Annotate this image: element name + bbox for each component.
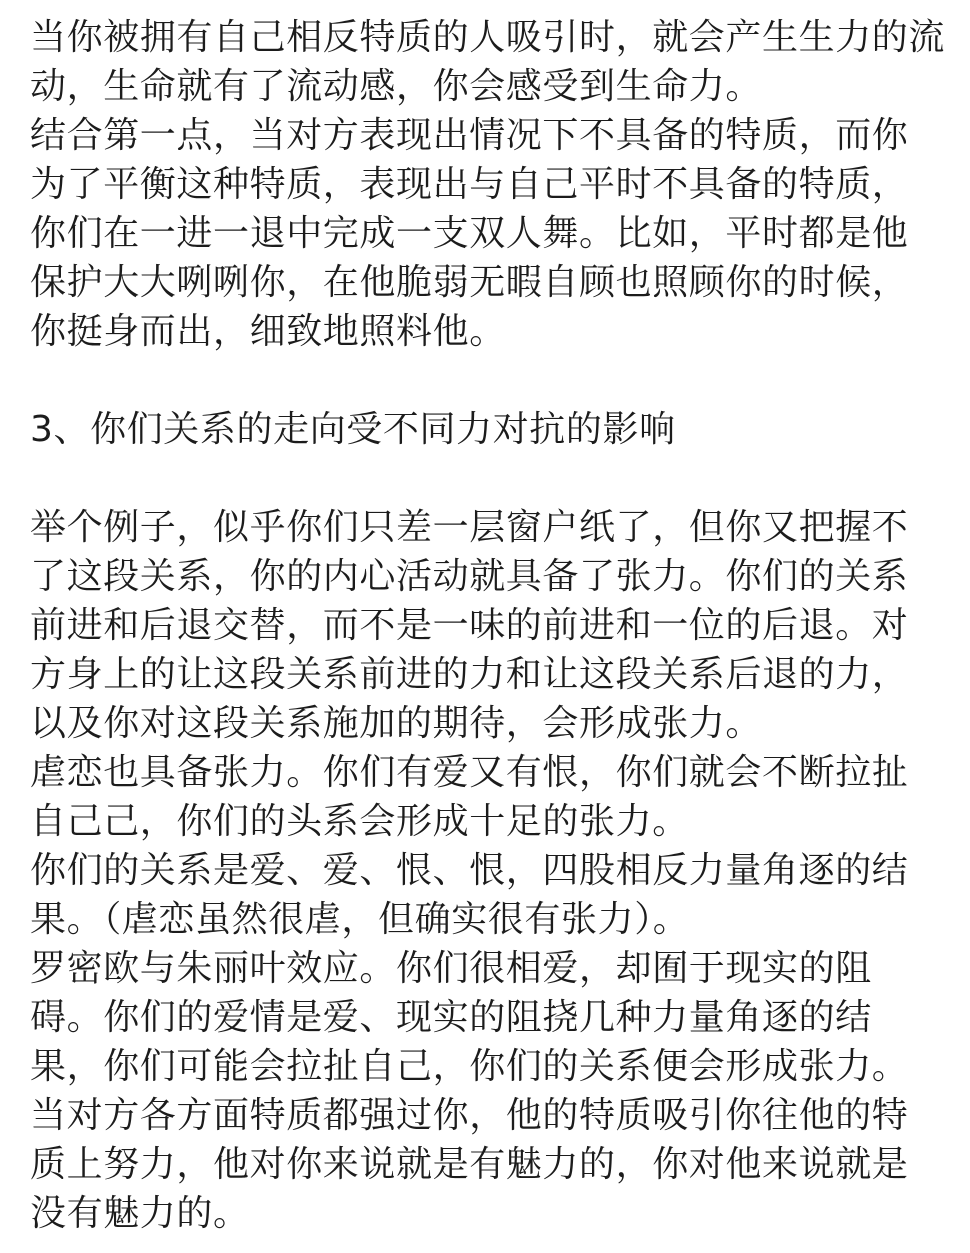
text-line: 虐恋也具备张力。你们有爱又有恨，你们就会不断拉扯 <box>30 752 909 793</box>
text-line: 质上努力，他对你来说就是有魅力的，你对他来说就是 <box>30 1144 909 1185</box>
text-line: 方身上的让这段关系前进的力和让这段关系后退的力， <box>30 654 909 695</box>
text-line: 为了平衡这种特质，表现出与自己平时不具备的特质， <box>30 164 909 205</box>
text-line: 果。（虐恋虽然很虐，但确实很有张力）。 <box>30 899 690 940</box>
text-line: 自己己，你们的头系会形成十足的张力。 <box>30 801 689 842</box>
text-line: 前进和后退交替，而不是一味的前进和一位的后退。对 <box>30 605 909 646</box>
text-line: 当你被拥有自己相反特质的人吸引时，就会产生生力的流 <box>30 17 946 58</box>
text-line: 你们在一进一退中完成一支双人舞。比如，平时都是他 <box>30 213 909 254</box>
paragraph-gap <box>30 356 950 405</box>
text-line: 你们的关系是爱、爱、恨、恨，四股相反力量角逐的结 <box>30 850 909 891</box>
text-line: 你挺身而出，细致地照料他。 <box>30 311 506 352</box>
text-line: 以及你对这段关系施加的期待，会形成张力。 <box>30 703 763 744</box>
text-line: 当对方各方面特质都强过你，他的特质吸引你往他的特 <box>30 1095 909 1136</box>
text-line: 罗密欧与朱丽叶效应。你们很相爱，却囿于现实的阻 <box>30 948 872 989</box>
text-line: 了这段关系，你的内心活动就具备了张力。你们的关系 <box>30 556 909 597</box>
text-line: 没有魅力的。 <box>30 1193 250 1234</box>
text-line: 动，生命就有了流动感，你会感受到生命力。 <box>30 66 763 107</box>
text-line: 结合第一点，当对方表现出情况下不具备的特质，而你 <box>30 115 909 156</box>
text-line: 保护大大咧咧你，在他脆弱无暇自顾也照顾你的时候， <box>30 262 909 303</box>
text-line: 举个例子，似乎你们只差一层窗户纸了，但你又把握不 <box>30 507 909 548</box>
paragraph-gap <box>30 454 950 503</box>
text-line: 碍。你们的爱情是爱、现实的阻挠几种力量角逐的结 <box>30 997 872 1038</box>
text-line: 果，你们可能会拉扯自己，你们的关系便会形成张力。 <box>30 1046 909 1087</box>
section-heading: 3、你们关系的走向受不同力对抗的影响 <box>30 409 676 450</box>
article-body <box>30 13 950 1238</box>
